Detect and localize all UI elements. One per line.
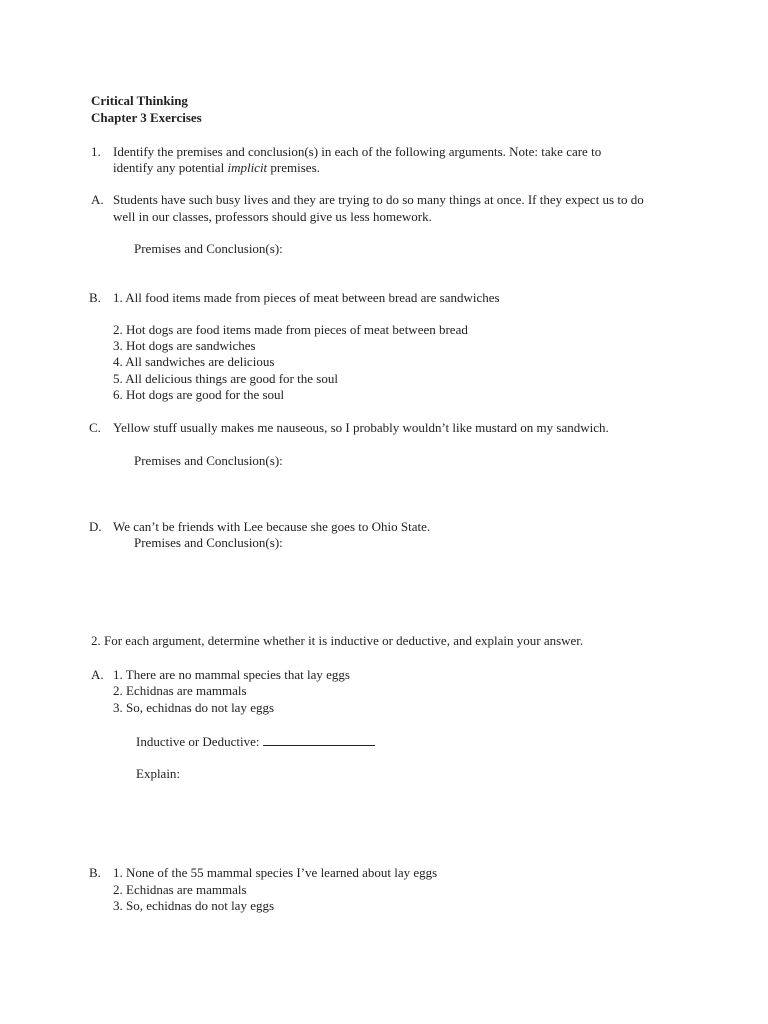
item-2a-letter: A.	[91, 667, 104, 682]
answer-blank[interactable]	[263, 733, 375, 746]
item-1a-line2: well in our classes, professors should give us less homework.	[113, 209, 432, 224]
item-1b-letter: B.	[89, 290, 101, 305]
item-1a-letter: A.	[91, 192, 104, 207]
item-1b-line-1: 1. All food items made from pieces of meat between bread are sandwiches	[113, 290, 500, 305]
item-1d-line1: We can’t be friends with Lee because she goes to Ohio State.	[113, 519, 431, 534]
item-2a-prompt-row	[136, 733, 375, 750]
question-1-text-line2-before: identify any potential	[113, 160, 228, 175]
item-2b-letter: B.	[89, 865, 101, 880]
question-1-number: 1.	[91, 144, 101, 159]
item-1b-line-3: 3. Hot dogs are sandwiches	[113, 338, 256, 353]
item-1b-line-5: 5. All delicious things are good for the soul	[113, 371, 338, 386]
item-1b-line-4: 4. All sandwiches are delicious	[113, 354, 275, 369]
item-2a-prompt: Inductive or Deductive:	[136, 734, 260, 749]
page-subtitle: Chapter 3 Exercises	[91, 110, 202, 125]
item-1b-line-6: 6. Hot dogs are good for the soul	[113, 387, 285, 402]
implicit-emphasis: implicit	[227, 160, 268, 175]
question-2-text: 2. For each argument, determine whether it is inductive or deductive, and explain your answer.	[91, 633, 584, 648]
item-1d-prompt: Premises and Conclusion(s):	[134, 535, 283, 550]
item-2a-line-2: 2. Echidnas are mammals	[113, 683, 247, 698]
item-1a-line1: Students have such busy lives and they are trying to do so many things at once. If they expect us to do	[113, 192, 644, 207]
item-1c-letter: C.	[89, 420, 101, 435]
item-1c-prompt: Premises and Conclusion(s):	[134, 453, 283, 468]
item-2a-explain: Explain:	[136, 766, 181, 781]
item-1c-line1: Yellow stuff usually makes me nauseous, so I probably wouldn’t like mustard on my sandwich.	[113, 420, 609, 435]
item-2a-line-3: 3. So, echidnas do not lay eggs	[113, 700, 275, 715]
item-1a-prompt: Premises and Conclusion(s):	[134, 241, 283, 256]
item-1d-letter: D.	[89, 519, 102, 534]
item-2a-line-1: 1. There are no mammal species that lay eggs	[113, 667, 350, 682]
item-2b-line-3: 3. So, echidnas do not lay eggs	[113, 898, 275, 913]
question-1-text-line2-after: premises.	[267, 160, 320, 175]
item-2b-line-1: 1. None of the 55 mammal species I’ve learned about lay eggs	[113, 865, 438, 880]
item-1b-line-2: 2. Hot dogs are food items made from pieces of meat between bread	[113, 322, 468, 337]
question-1-text-line1: Identify the premises and conclusion(s) in each of the following arguments. Note: take care to	[113, 144, 602, 159]
question-1-text-line2	[113, 160, 320, 176]
page-title: Critical Thinking	[91, 93, 188, 108]
item-2b-line-2: 2. Echidnas are mammals	[113, 882, 247, 897]
